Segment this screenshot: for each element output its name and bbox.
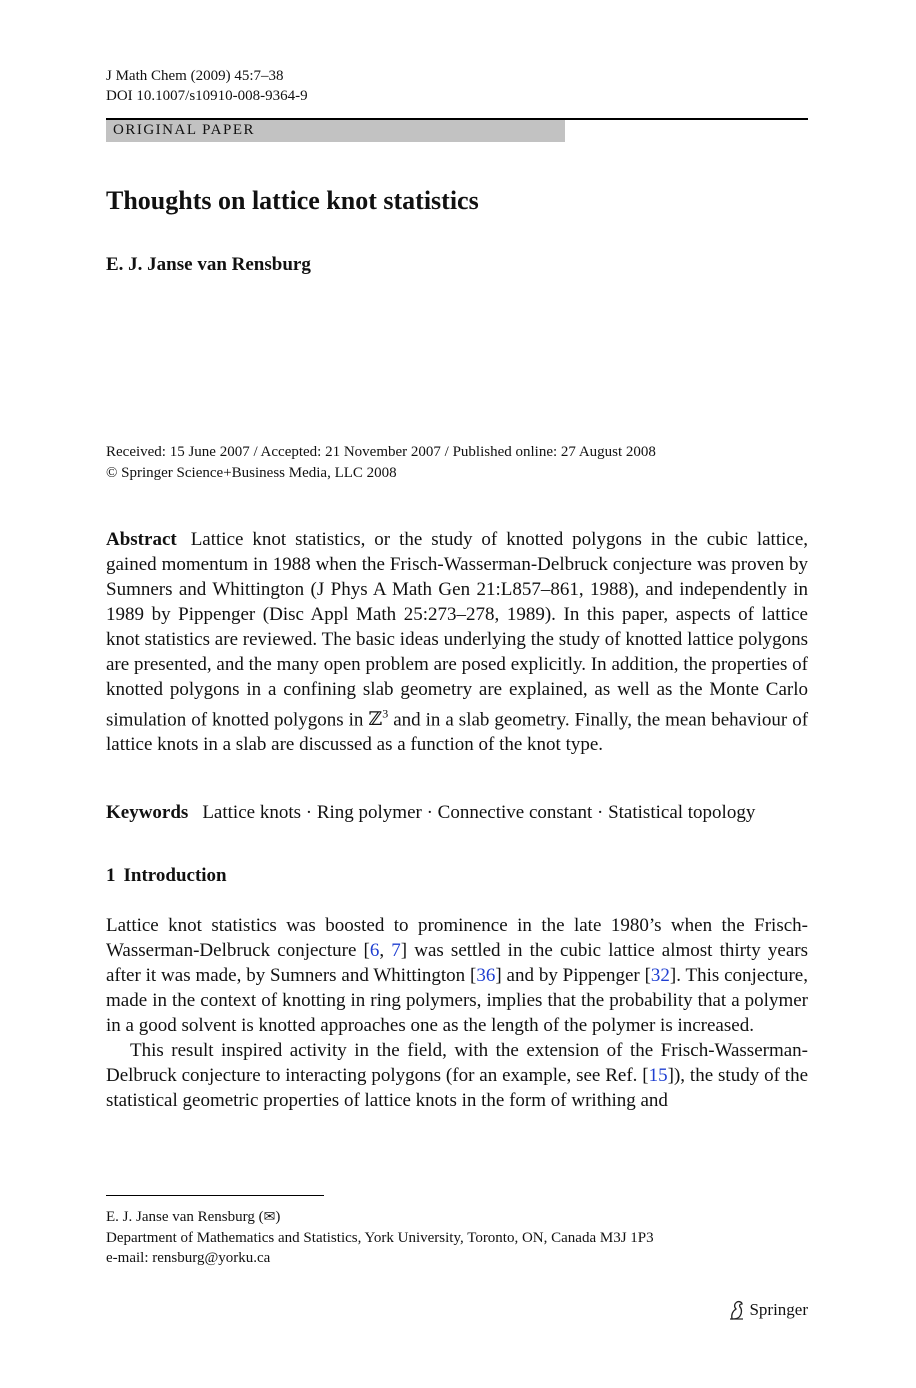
math-z3	[368, 709, 388, 730]
author-name: E. J. Janse van Rensburg	[106, 254, 311, 275]
text-run: ] was settled in the cubic lattice almost thirty years after it was made, by Sumners and Whittington [	[106, 940, 809, 986]
abstract-text-continued: and in a slab geometry. Finally, the mean behaviour of lattice knots in a slab are discussed as a function of the knot type.	[106, 709, 809, 756]
math-exponent: 3	[382, 707, 389, 721]
publisher-name: Springer	[749, 1300, 808, 1319]
abstract-text: Lattice knot statistics, or the study of knotted polygons in the cubic lattice, gained momentum in 1988 when the Frisch-Wasserman-Delbruck conjecture was proven by Sumners and Whittington (J Phys A Math Gen 21:L857–861, 1988), and independently in 1989 by Pippenger (Disc Appl Math 25:273–278, 1989). In this paper, aspects of lattice knot statistics are reviewed. The basic ideas underlying the study of knotted lattice polygons are presented, and the many open problem are posed explicitly. In addition, the properties of knotted polygons in a confining slab geometry are explained, as well as the Monte Carlo simulation of knotted polygons in	[106, 529, 808, 731]
citation-link[interactable]: 7	[391, 940, 401, 961]
email: e-mail: rensburg@yorku.ca	[106, 1250, 271, 1266]
text-run: ]. This conjecture, made in the context of knotting in ring polymers, implies that the probability that a polymer in a good solvent is knotted approaches one as the length of the polymer is increased.	[106, 965, 808, 1036]
paper-title: Thoughts on lattice knot statistics	[106, 186, 479, 215]
keywords-label: Keywords	[106, 802, 189, 823]
footnote-paren: )	[275, 1209, 281, 1225]
publication-history	[106, 442, 656, 484]
keywords-text: Lattice knots · Ring polymer · Connective constant · Statistical topology	[202, 802, 756, 823]
publisher-logo	[728, 1298, 808, 1322]
copyright: © Springer Science+Business Media, LLC 2008	[106, 465, 397, 481]
footnote-author	[106, 1207, 654, 1228]
journal-citation: J Math Chem (2009) 45:7–38	[106, 68, 284, 84]
text-run: ,	[379, 940, 392, 961]
footnote-author-name: E. J. Janse van Rensburg (	[106, 1209, 264, 1225]
text-run: Lattice knot statistics was boosted to prominence in the late 1980’s when the Frisch-Wasserman-Delbruck conjecture [	[106, 915, 808, 961]
citation-link[interactable]: 36	[476, 965, 496, 986]
journal-info	[106, 66, 308, 106]
keywords	[106, 800, 808, 825]
paragraph	[106, 913, 808, 1038]
envelope-icon: ✉	[263, 1210, 276, 1225]
doi: DOI 10.1007/s10910-008-9364-9	[106, 88, 308, 104]
abstract-label: Abstract	[106, 529, 177, 550]
body-text	[106, 913, 808, 1113]
section-title: Introduction	[123, 865, 227, 886]
math-symbol: ℤ	[368, 709, 383, 731]
springer-horse-icon	[728, 1299, 745, 1321]
text-run: This result inspired activity in the field, with the extension of the Frisch-Wasserman-Delbruck conjecture to interacting polygons (for an example, see Ref. [	[106, 1040, 808, 1086]
citation-link[interactable]: 6	[369, 940, 380, 961]
paragraph	[106, 1038, 808, 1113]
section-heading	[106, 863, 227, 888]
citation-link[interactable]: 15	[648, 1065, 668, 1086]
text-run: ] and by Pippenger [	[495, 965, 651, 986]
dates: Received: 15 June 2007 / Accepted: 21 November 2007 / Published online: 27 August 2008	[106, 444, 656, 460]
section-number: 1	[106, 865, 116, 886]
text-run: ]), the study of the statistical geometric properties of lattice knots in the form of writhing and	[106, 1065, 809, 1111]
affiliation: Department of Mathematics and Statistics, York University, Toronto, ON, Canada M3J 1P3	[106, 1230, 654, 1246]
citation-link[interactable]: 32	[650, 965, 670, 986]
abstract	[106, 527, 808, 757]
article-type-banner: ORIGINAL PAPER	[106, 120, 565, 142]
author-footnote	[106, 1207, 654, 1268]
footnote-rule	[106, 1195, 324, 1196]
